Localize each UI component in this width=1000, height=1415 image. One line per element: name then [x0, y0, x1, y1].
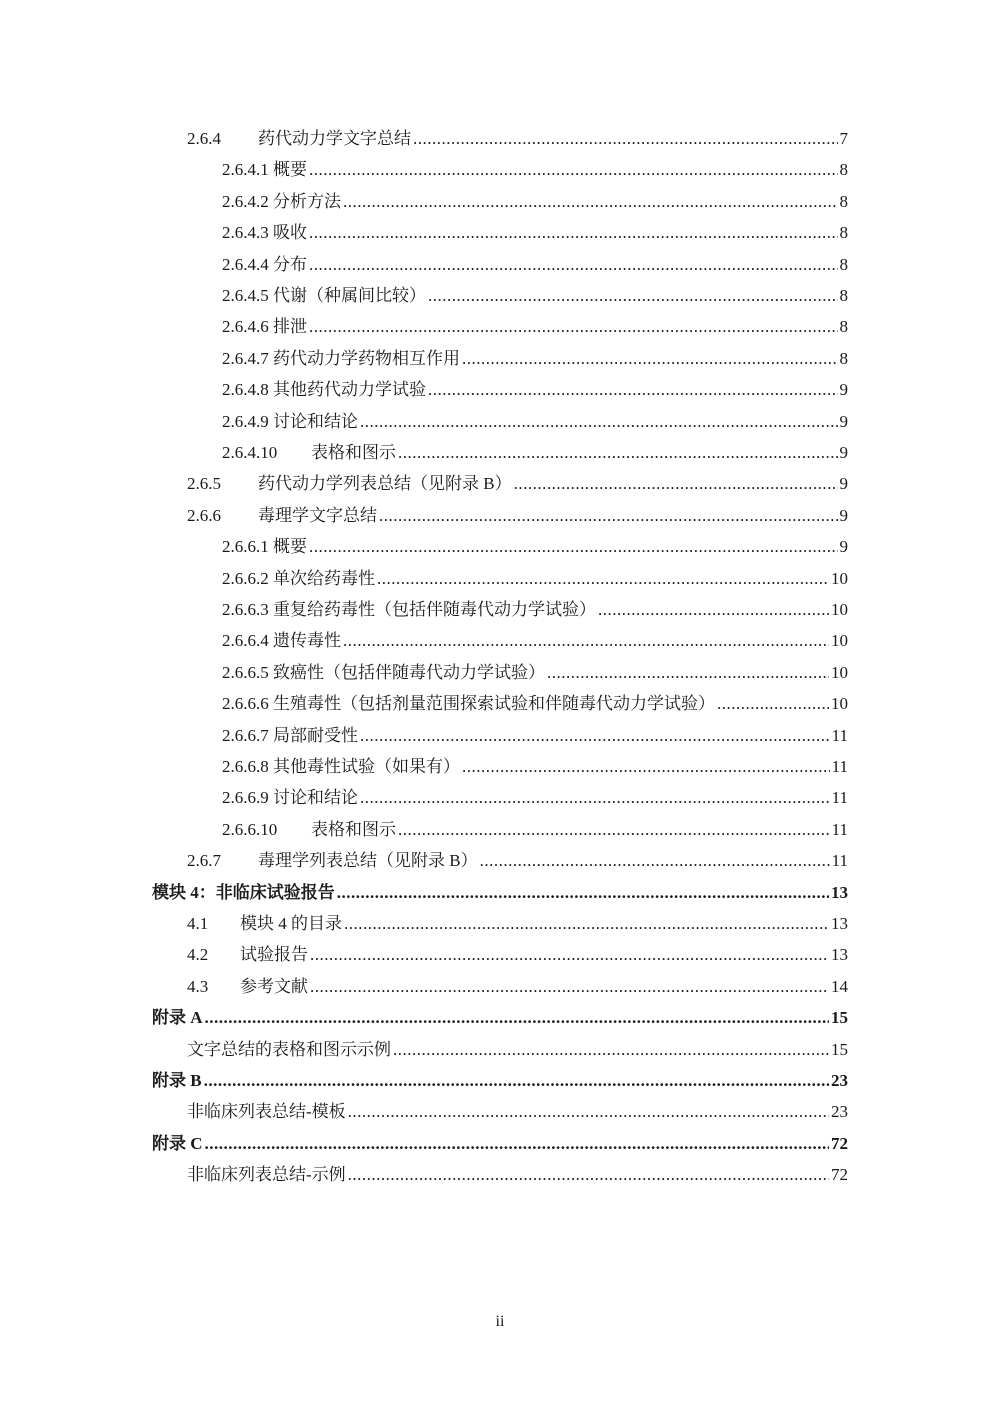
- toc-page: 72: [831, 1165, 848, 1185]
- toc-entry-appendix-b[interactable]: [152, 1060, 848, 1091]
- toc-title: 遗传毒性: [273, 631, 341, 651]
- toc-title: 非临床列表总结-模板: [187, 1102, 346, 1122]
- dot-leader: [343, 192, 838, 212]
- toc-entry[interactable]: [187, 118, 848, 149]
- dot-leader: [343, 631, 829, 651]
- toc-page: 8: [839, 286, 848, 305]
- toc-number: 2.6.6.7: [222, 725, 269, 745]
- toc-title: 毒理学文字总结: [258, 505, 377, 525]
- toc-title: 非临床列表总结-示例: [187, 1165, 346, 1185]
- toc-page: 10: [831, 662, 848, 682]
- toc-number: 2.6.6.8: [222, 757, 269, 776]
- toc-entry[interactable]: [187, 463, 848, 494]
- toc-page: 8: [839, 223, 848, 243]
- toc-page: 15: [831, 1039, 848, 1059]
- toc-number: 2.6.6: [187, 505, 221, 525]
- dot-leader: [393, 1040, 829, 1060]
- toc-page: 15: [831, 1008, 848, 1028]
- toc-entry[interactable]: [222, 306, 848, 337]
- toc-page: 13: [831, 914, 848, 933]
- toc-title: 毒理学列表总结（见附录 B）: [258, 851, 478, 871]
- toc-number: 2.6.4.6: [222, 317, 269, 337]
- dot-leader: [348, 1102, 829, 1122]
- toc-number: 2.6.4.1: [222, 160, 269, 180]
- toc-entry-module-4[interactable]: [152, 872, 848, 903]
- toc-page: 9: [839, 474, 848, 494]
- toc-number: 4.1: [187, 914, 209, 933]
- toc-page: 13: [831, 945, 848, 965]
- toc-entry-appendix-a[interactable]: [152, 997, 848, 1028]
- toc-page: 9: [839, 380, 848, 400]
- toc-title: 附录 C: [152, 1133, 203, 1153]
- toc-entry[interactable]: [222, 683, 848, 714]
- toc-number: 2.6.4.4: [222, 254, 269, 274]
- toc-entry[interactable]: [222, 275, 848, 306]
- toc-page: 23: [831, 1071, 848, 1090]
- toc-title: 试验报告: [240, 945, 308, 965]
- toc-entry[interactable]: [222, 652, 848, 683]
- toc-entry[interactable]: [222, 746, 848, 777]
- dot-leader: [428, 380, 838, 400]
- toc-title: 模块 4：非临床试验报告: [152, 882, 335, 902]
- dot-leader: [309, 160, 838, 180]
- toc-title: 代谢（种属间比较）: [273, 286, 426, 305]
- toc-title: 概要: [273, 160, 307, 180]
- toc-page: 10: [831, 600, 848, 619]
- toc-page: 9: [839, 505, 848, 525]
- toc-page: 11: [831, 788, 848, 808]
- toc-entry[interactable]: [187, 840, 848, 871]
- toc-number: 2.6.6.1: [222, 537, 269, 557]
- dot-leader: [717, 694, 829, 714]
- toc-number: 2.6.4.9: [222, 411, 269, 431]
- toc-number: 2.6.4.7: [222, 348, 269, 368]
- toc-entry[interactable]: [222, 244, 848, 275]
- toc-entry[interactable]: [222, 620, 848, 651]
- toc-entry[interactable]: [222, 589, 848, 620]
- toc-number: 2.6.6.6: [222, 694, 269, 714]
- dot-leader: [462, 349, 838, 369]
- dot-leader: [309, 317, 838, 337]
- toc-entry[interactable]: [187, 1091, 848, 1122]
- toc-entry[interactable]: [187, 1029, 848, 1060]
- toc-number: 2.6.4.5: [222, 286, 269, 305]
- toc-number: 2.6.6.2: [222, 568, 269, 588]
- dot-leader: [379, 506, 838, 526]
- dot-leader: [398, 443, 838, 463]
- dot-leader: [598, 600, 829, 620]
- toc-title: 概要: [273, 537, 307, 557]
- toc-entry[interactable]: [222, 212, 848, 243]
- toc-page: 8: [839, 160, 848, 180]
- toc-title: 排泄: [273, 317, 307, 337]
- dot-leader: [309, 255, 838, 275]
- toc-title: 致癌性（包括伴随毒代动力学试验）: [273, 662, 545, 682]
- dot-leader: [310, 977, 829, 997]
- toc-title: 单次给药毒性: [273, 568, 375, 588]
- toc-page: 9: [839, 411, 848, 431]
- toc-page: 11: [831, 757, 848, 776]
- toc-title: 重复给药毒性（包括伴随毒代动力学试验）: [273, 600, 596, 619]
- dot-leader: [398, 820, 830, 840]
- toc-page: 10: [831, 568, 848, 588]
- dot-leader: [377, 569, 829, 589]
- dot-leader: [547, 663, 829, 683]
- toc-page: 11: [831, 725, 848, 745]
- toc-entry[interactable]: [222, 777, 848, 808]
- toc-page: 23: [831, 1102, 848, 1122]
- toc-title: 讨论和结论: [273, 411, 358, 431]
- dot-leader: [514, 474, 838, 494]
- dot-leader: [348, 1165, 829, 1185]
- toc-title: 模块 4 的目录: [240, 914, 342, 933]
- toc-title: 分析方法: [273, 191, 341, 211]
- page-number: ii: [495, 1313, 505, 1330]
- toc-number: 2.6.4.3: [222, 223, 269, 243]
- dot-leader: [344, 914, 829, 934]
- toc-number: 2.6.6.10: [222, 819, 278, 839]
- dot-leader: [462, 757, 830, 777]
- toc-page: 7: [839, 129, 848, 148]
- toc-title: 附录 B: [152, 1071, 202, 1090]
- dot-leader: [309, 223, 838, 243]
- toc-entry[interactable]: [187, 934, 848, 965]
- dot-leader: [309, 537, 838, 557]
- dot-leader: [360, 412, 838, 432]
- toc-entry[interactable]: [222, 338, 848, 369]
- toc-title: 药代动力学文字总结: [258, 129, 411, 148]
- dot-leader: [205, 1008, 829, 1028]
- dot-leader: [428, 286, 838, 306]
- toc-entry[interactable]: [222, 432, 848, 463]
- toc-entry[interactable]: [187, 966, 848, 997]
- toc-title: 局部耐受性: [273, 725, 358, 745]
- toc-page: 10: [831, 694, 848, 714]
- dot-leader: [204, 1071, 829, 1091]
- toc-page: 13: [831, 882, 848, 902]
- toc-number: 2.6.5: [187, 474, 221, 494]
- toc-page: 9: [839, 537, 848, 557]
- toc-title: 吸收: [273, 223, 307, 243]
- toc-number: 2.6.4.8: [222, 380, 269, 400]
- dot-leader: [310, 945, 829, 965]
- toc-number: 2.6.4.2: [222, 191, 269, 211]
- toc-page: 8: [839, 317, 848, 337]
- toc-page: 72: [831, 1133, 848, 1153]
- toc-title: 分布: [273, 254, 307, 274]
- toc-page: 11: [831, 819, 848, 839]
- toc-number: 4.2: [187, 945, 209, 965]
- toc-title: 文字总结的表格和图示示例: [187, 1039, 391, 1059]
- toc-entry[interactable]: [222, 401, 848, 432]
- toc-entry[interactable]: [222, 369, 848, 400]
- dot-leader: [480, 851, 830, 871]
- toc-title: 其他毒性试验（如果有）: [273, 757, 460, 776]
- toc-page: 8: [839, 348, 848, 368]
- toc-entry[interactable]: [187, 903, 848, 934]
- toc-title: 表格和图示: [311, 443, 396, 462]
- toc-number: 2.6.4: [187, 129, 221, 148]
- toc-page: 8: [839, 191, 848, 211]
- toc-entry-appendix-c[interactable]: [152, 1123, 848, 1154]
- toc-entry[interactable]: [222, 526, 848, 557]
- toc-number: 4.3: [187, 976, 209, 996]
- toc-entry[interactable]: [222, 149, 848, 180]
- dot-leader: [360, 788, 830, 808]
- dot-leader: [413, 129, 838, 149]
- toc-title: 生殖毒性（包括剂量范围探索试验和伴随毒代动力学试验）: [273, 694, 715, 714]
- toc-entry[interactable]: [222, 181, 848, 212]
- toc-number: 2.6.6.4: [222, 631, 269, 651]
- dot-leader: [360, 726, 830, 746]
- toc-title: 参考文献: [240, 976, 308, 996]
- toc-title: 表格和图示: [311, 819, 396, 839]
- toc-title: 讨论和结论: [273, 788, 358, 808]
- toc-title: 附录 A: [152, 1008, 203, 1028]
- toc-page: 11: [831, 851, 848, 871]
- toc-number: 2.6.6.5: [222, 662, 269, 682]
- toc-number: 2.6.6.9: [222, 788, 269, 808]
- toc-number: 2.6.6.3: [222, 600, 269, 619]
- toc-entry[interactable]: [187, 1154, 848, 1185]
- toc-title: 其他药代动力学试验: [273, 380, 426, 400]
- toc-title: 药代动力学药物相互作用: [273, 348, 460, 368]
- toc-entry[interactable]: [222, 715, 848, 746]
- toc-page: 14: [831, 976, 848, 996]
- toc-entry[interactable]: [222, 809, 848, 840]
- toc-page: 10: [831, 631, 848, 651]
- toc-page: 8: [839, 254, 848, 274]
- dot-leader: [337, 883, 829, 903]
- toc-entry[interactable]: [222, 558, 848, 589]
- toc-number: 2.6.7: [187, 851, 221, 871]
- toc-entry[interactable]: [187, 495, 848, 526]
- dot-leader: [205, 1134, 829, 1154]
- toc-title: 药代动力学列表总结（见附录 B）: [258, 474, 512, 494]
- toc-page: 9: [839, 443, 848, 462]
- toc-number: 2.6.4.10: [222, 443, 278, 462]
